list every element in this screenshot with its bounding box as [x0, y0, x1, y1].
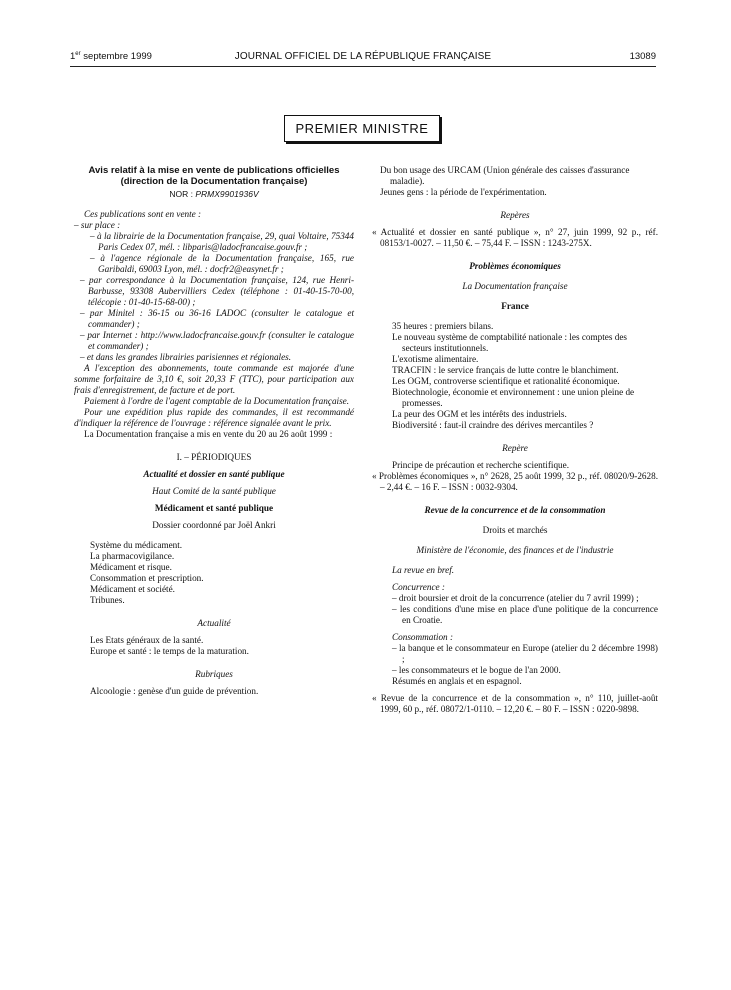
reperes-heading: Repères [500, 210, 530, 220]
list-item: Les OGM, controverse scientifique et rationalité économique. [392, 376, 620, 386]
reference-2: « Problèmes économiques », n° 2628, 25 août 1999, 32 p., réf. 08020/9-2628. – 2,44 €. – 16 F. – ISSN : 0032-9304. [372, 471, 658, 492]
list-item: Tribunes. [90, 595, 125, 605]
rubriques-items [74, 686, 354, 697]
list-item: Médicament et société. [90, 584, 175, 594]
pe-items [372, 321, 658, 431]
list-item: L'exotisme alimentaire. [392, 354, 479, 364]
periodiques-heading: I. – PÉRIODIQUES [176, 452, 252, 462]
sales-info: Ces publications sont en vente : – sur place : – à la librairie de la Documentation française, 29, quai Voltaire, 75344 Paris Cedex 07, mél. : libparis@ladocfrancaise.gouv.fr ; – à l'agence régionale de la Documentation française, 165, rue Garibaldi, 69003 Lyon, mél. : docfr2@easynet.fr ; – par correspondance à la Documentation française, 124, rue Henri-Barbusse, 93308 Aubervilliers Cedex (téléphone : 01-40-15-70-00, télécopie : 01-40-15-68-00) ; – par Minitel : 36-15 ou 36-16 LADOC (consulter le catalogue et commander) ; – par Internet : http://www.ladocfrancaise.gouv.fr (consulter le catalogue et commander) ; – et dans les grandes librairies parisiennes et régionales. A l'exception des abonnements, toute commande est majorée d'une somme forfaitaire de 3,10 €, soit 20,33 F (TTC), pour participation aux frais d'enregistrement, de facture et de port. Paiement à l'ordre de l'agent comptable de la Documentation française. Pour une expédition plus rapide des commandes, il est recommandé d'indiquer la référence de l'ouvrage : référence signalée avant le prix. [74, 209, 354, 428]
list-item: – les consommateurs et le bogue de l'an 2000. [392, 665, 561, 675]
left-column [74, 165, 354, 697]
page-number: 13089 [629, 51, 656, 62]
coordinator: Dossier coordonné par Joël Ankri [152, 520, 276, 530]
list-item: Médicament et risque. [90, 562, 172, 572]
list-item: – la banque et le consommateur en Europe (atelier du 2 décembre 1998) ; [392, 643, 658, 664]
rubriques-heading: Rubriques [195, 669, 233, 679]
list-item: – les conditions d'une mise en place d'une politique de la concurrence en Croatie. [392, 604, 658, 625]
header-rule [70, 66, 656, 67]
notice-subtitle: (direction de la Documentation française) [120, 176, 308, 187]
list-item: Les Etats généraux de la santé. [90, 635, 204, 645]
reference-1: « Actualité et dossier en santé publique », n° 27, juin 1999, 92 p., réf. 08153/1-0027. – 11,50 €. – 75,44 F. – ISSN : 1243-275X. [372, 227, 658, 248]
list-item: 35 heures : premiers bilans. [392, 321, 494, 331]
rc-contents: La revue en bref. Concurrence : – droit boursier et droit de la concurrence (atelier du 7 avril 1999) ; – les conditions d'une mise en place d'une politique de la concurrence en Croatie. Consommation : – la banque et le consommateur en Europe (atelier du 2 décembre 1998) ; – les consommateurs et le bogue de l'an 2000. Résumés en anglais et en espagnol. [392, 565, 658, 686]
dossier-items [74, 540, 354, 606]
right-column [372, 165, 658, 715]
repere-item: Principe de précaution et recherche scientifique. [392, 460, 570, 470]
list-item: La peur des OGM et les intérêts des industriels. [392, 409, 567, 419]
pe-title: Problèmes économiques [469, 261, 561, 271]
nor-reference: NOR : PRMX9901936V [169, 189, 259, 199]
revue-title: Actualité et dossier en santé publique [143, 469, 285, 479]
list-item: Le nouveau système de comptabilité nationale : les comptes des secteurs institutionnels. [392, 332, 627, 353]
list-item: Europe et santé : le temps de la maturation. [90, 646, 249, 656]
list-item: Du bon usage des URCAM (Union générale des caisses d'assurance maladie). [380, 165, 630, 186]
rc-title: Revue de la concurrence et de la consommation [424, 505, 606, 515]
list-item: Jeunes gens : la période de l'expérimentation. [380, 187, 547, 197]
reference-3: « Revue de la concurrence et de la consommation », n° 110, juillet-août 1999, 60 p., réf. 08072/1-0110. – 12,20 €. – 80 F. – ISSN : 0220-9898. [372, 693, 658, 714]
notice-title: Avis relatif à la mise en vente de publications officielles [88, 165, 340, 176]
pe-publisher: La Documentation française [462, 281, 568, 291]
list-item: Résumés en anglais et en espagnol. [392, 676, 522, 686]
france-heading: France [501, 301, 529, 311]
mise-en-vente: La Documentation française a mis en vente du 20 au 26 août 1999 : [84, 429, 333, 439]
list-item: Biotechnologie, économie et environnement : une union pleine de promesses. [392, 387, 635, 408]
publisher: Haut Comité de la santé publique [152, 486, 276, 496]
list-item: La pharmacovigilance. [90, 551, 175, 561]
actualite-items [74, 635, 354, 657]
dossier-title: Médicament et santé publique [154, 503, 274, 513]
ministere: Ministère de l'économie, des finances et de l'industrie [416, 545, 614, 555]
list-item: – droit boursier et droit de la concurrence (atelier du 7 avril 1999) ; [392, 593, 639, 603]
repere-heading: Repère [502, 443, 528, 453]
list-item: Biodiversité : faut-il craindre des dérives mercantiles ? [392, 420, 594, 430]
list-item: TRACFIN : le service français de lutte contre le blanchiment. [392, 365, 619, 375]
header-date: 1er septembre 1999 [70, 51, 152, 63]
list-item: Alcoologie : genèse d'un guide de prévention. [90, 686, 259, 696]
actualite-heading: Actualité [197, 618, 231, 628]
journal-title: JOURNAL OFFICIEL DE LA RÉPUBLIQUE FRANÇAISE [234, 51, 492, 62]
page-header [70, 51, 656, 65]
droits-heading: Droits et marchés [482, 525, 548, 535]
list-item: Système du médicament. [90, 540, 183, 550]
list-item: Consommation et prescription. [90, 573, 204, 583]
section-title: PREMIER MINISTRE [284, 115, 440, 142]
